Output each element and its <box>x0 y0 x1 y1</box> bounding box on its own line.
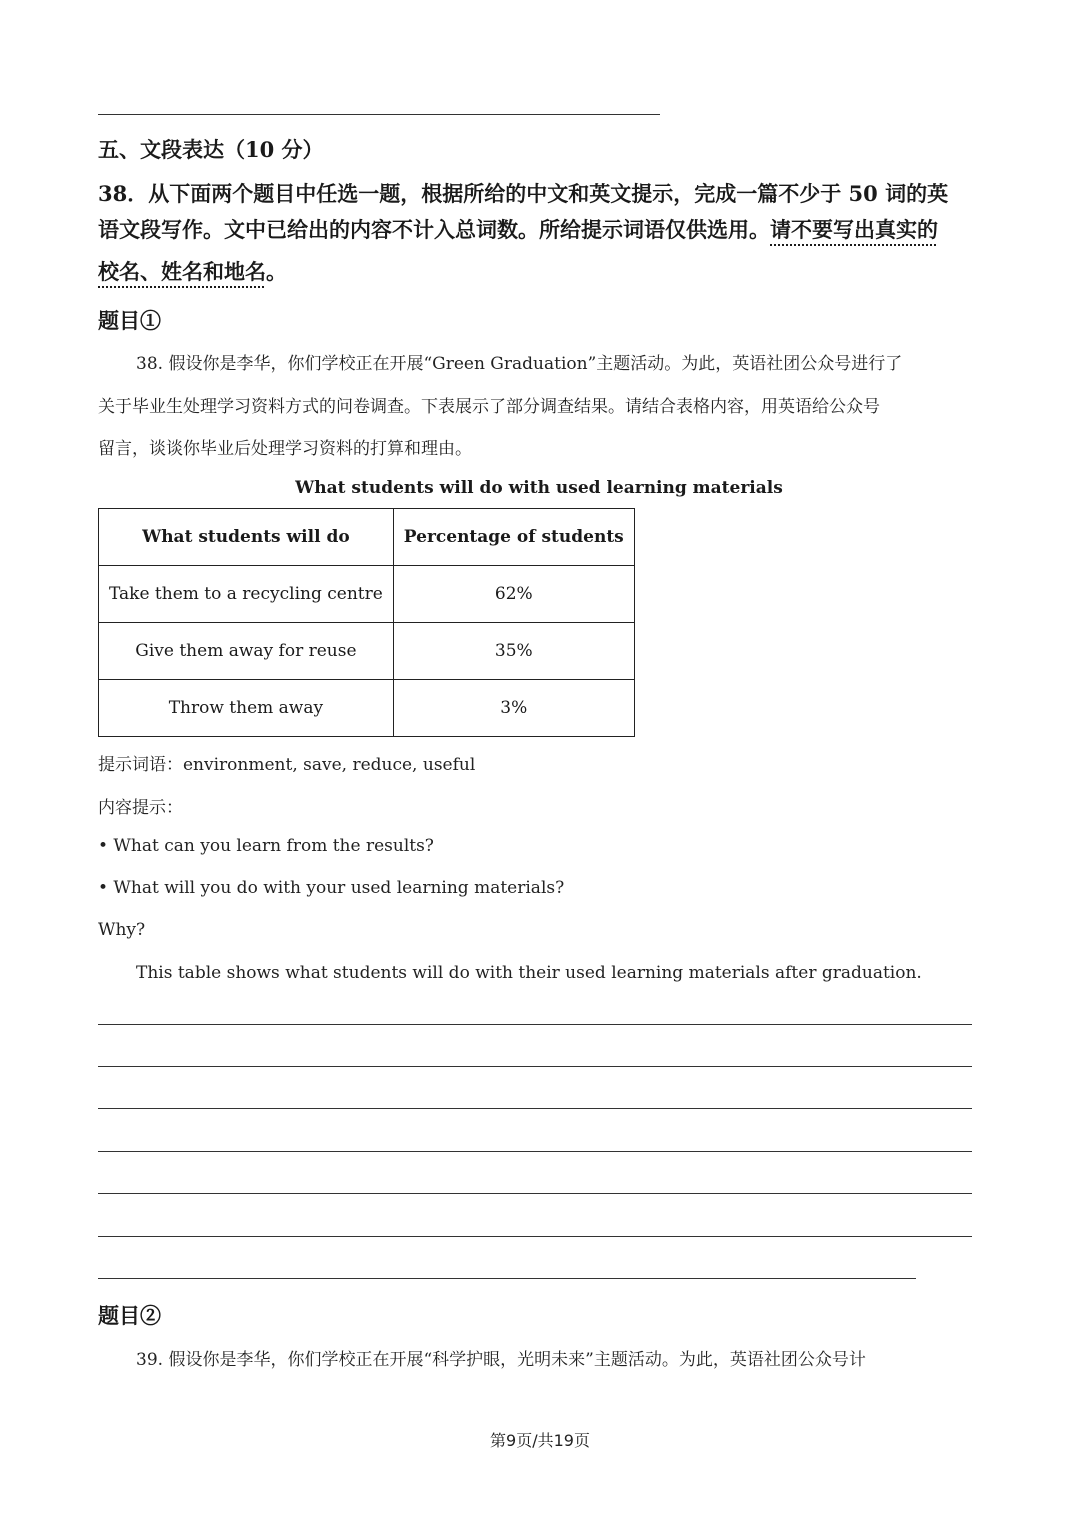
answer-line[interactable] <box>98 1024 972 1025</box>
table-caption: What students will do with used learning materials <box>295 478 783 498</box>
table-cell-percentage: 62% <box>393 566 634 623</box>
table-row <box>99 623 635 680</box>
table-header-percentage: Percentage of students <box>393 509 634 566</box>
table-cell-action: Throw them away <box>99 680 394 737</box>
instruction-emphasis-1: 请不要写出真实的 <box>770 217 938 242</box>
answer-line-previous <box>98 114 660 115</box>
answer-line[interactable] <box>98 1278 916 1279</box>
topic-2-heading: 题目② <box>98 1303 161 1328</box>
hint-words: 提示词语：environment, save, reduce, useful <box>98 755 476 775</box>
topic-2-prompt-line-1: 39. 假设你是李华，你们学校正在开展“科学护眼，光明未来”主题活动。为此，英语社团公众号计 <box>136 1350 866 1370</box>
topic-1-prompt-line-1: 38. 假设你是李华，你们学校正在开展“Green Graduation”主题活动。为此，英语社团公众号进行了 <box>136 354 903 374</box>
table-cell-action: Take them to a recycling centre <box>99 566 394 623</box>
table-row <box>99 680 635 737</box>
answer-line[interactable] <box>98 1151 972 1152</box>
table-cell-percentage: 3% <box>393 680 634 737</box>
content-hint-bullet-1: • What can you learn from the results? <box>98 836 434 856</box>
table-header-row <box>99 509 635 566</box>
answer-line[interactable] <box>98 1108 972 1109</box>
answer-line[interactable] <box>98 1193 972 1194</box>
instruction-line-2 <box>98 214 938 244</box>
answer-line[interactable] <box>98 1236 972 1237</box>
topic-1-prompt-line-2: 关于毕业生处理学习资料方式的问卷调查。下表展示了部分调查结果。请结合表格内容，用英语给公众号 <box>98 397 880 417</box>
instruction-line-3-suffix: 。 <box>266 259 287 284</box>
table-header-action: What students will do <box>99 509 394 566</box>
section-heading: 五、文段表达（10 分） <box>98 137 324 162</box>
table-row <box>99 566 635 623</box>
table-cell-percentage: 35% <box>393 623 634 680</box>
content-hint-why: Why? <box>98 920 146 940</box>
instruction-emphasis-2: 校名、姓名和地名 <box>98 259 266 284</box>
content-hint-label: 内容提示： <box>98 798 183 818</box>
topic-1-heading: 题目① <box>98 308 161 333</box>
answer-line[interactable] <box>98 1066 972 1067</box>
instruction-line-1: 38．从下面两个题目中任选一题，根据所给的中文和英文提示，完成一篇不少于 50 词的英 <box>98 181 949 206</box>
content-hint-bullet-2: • What will you do with your used learning materials? <box>98 878 565 898</box>
topic-1-prompt-line-3: 留言，谈谈你毕业后处理学习资料的打算和理由。 <box>98 439 472 459</box>
instruction-line-2-text: 语文段写作。文中已给出的内容不计入总词数。所给提示词语仅供选用。 <box>98 217 770 242</box>
table-cell-action: Give them away for reuse <box>99 623 394 680</box>
instruction-line-3 <box>98 256 287 286</box>
page-number: 第9页/共19页 <box>490 1431 590 1450</box>
survey-table <box>98 508 635 737</box>
opening-sentence: This table shows what students will do with their used learning materials after graduation. <box>136 963 922 983</box>
